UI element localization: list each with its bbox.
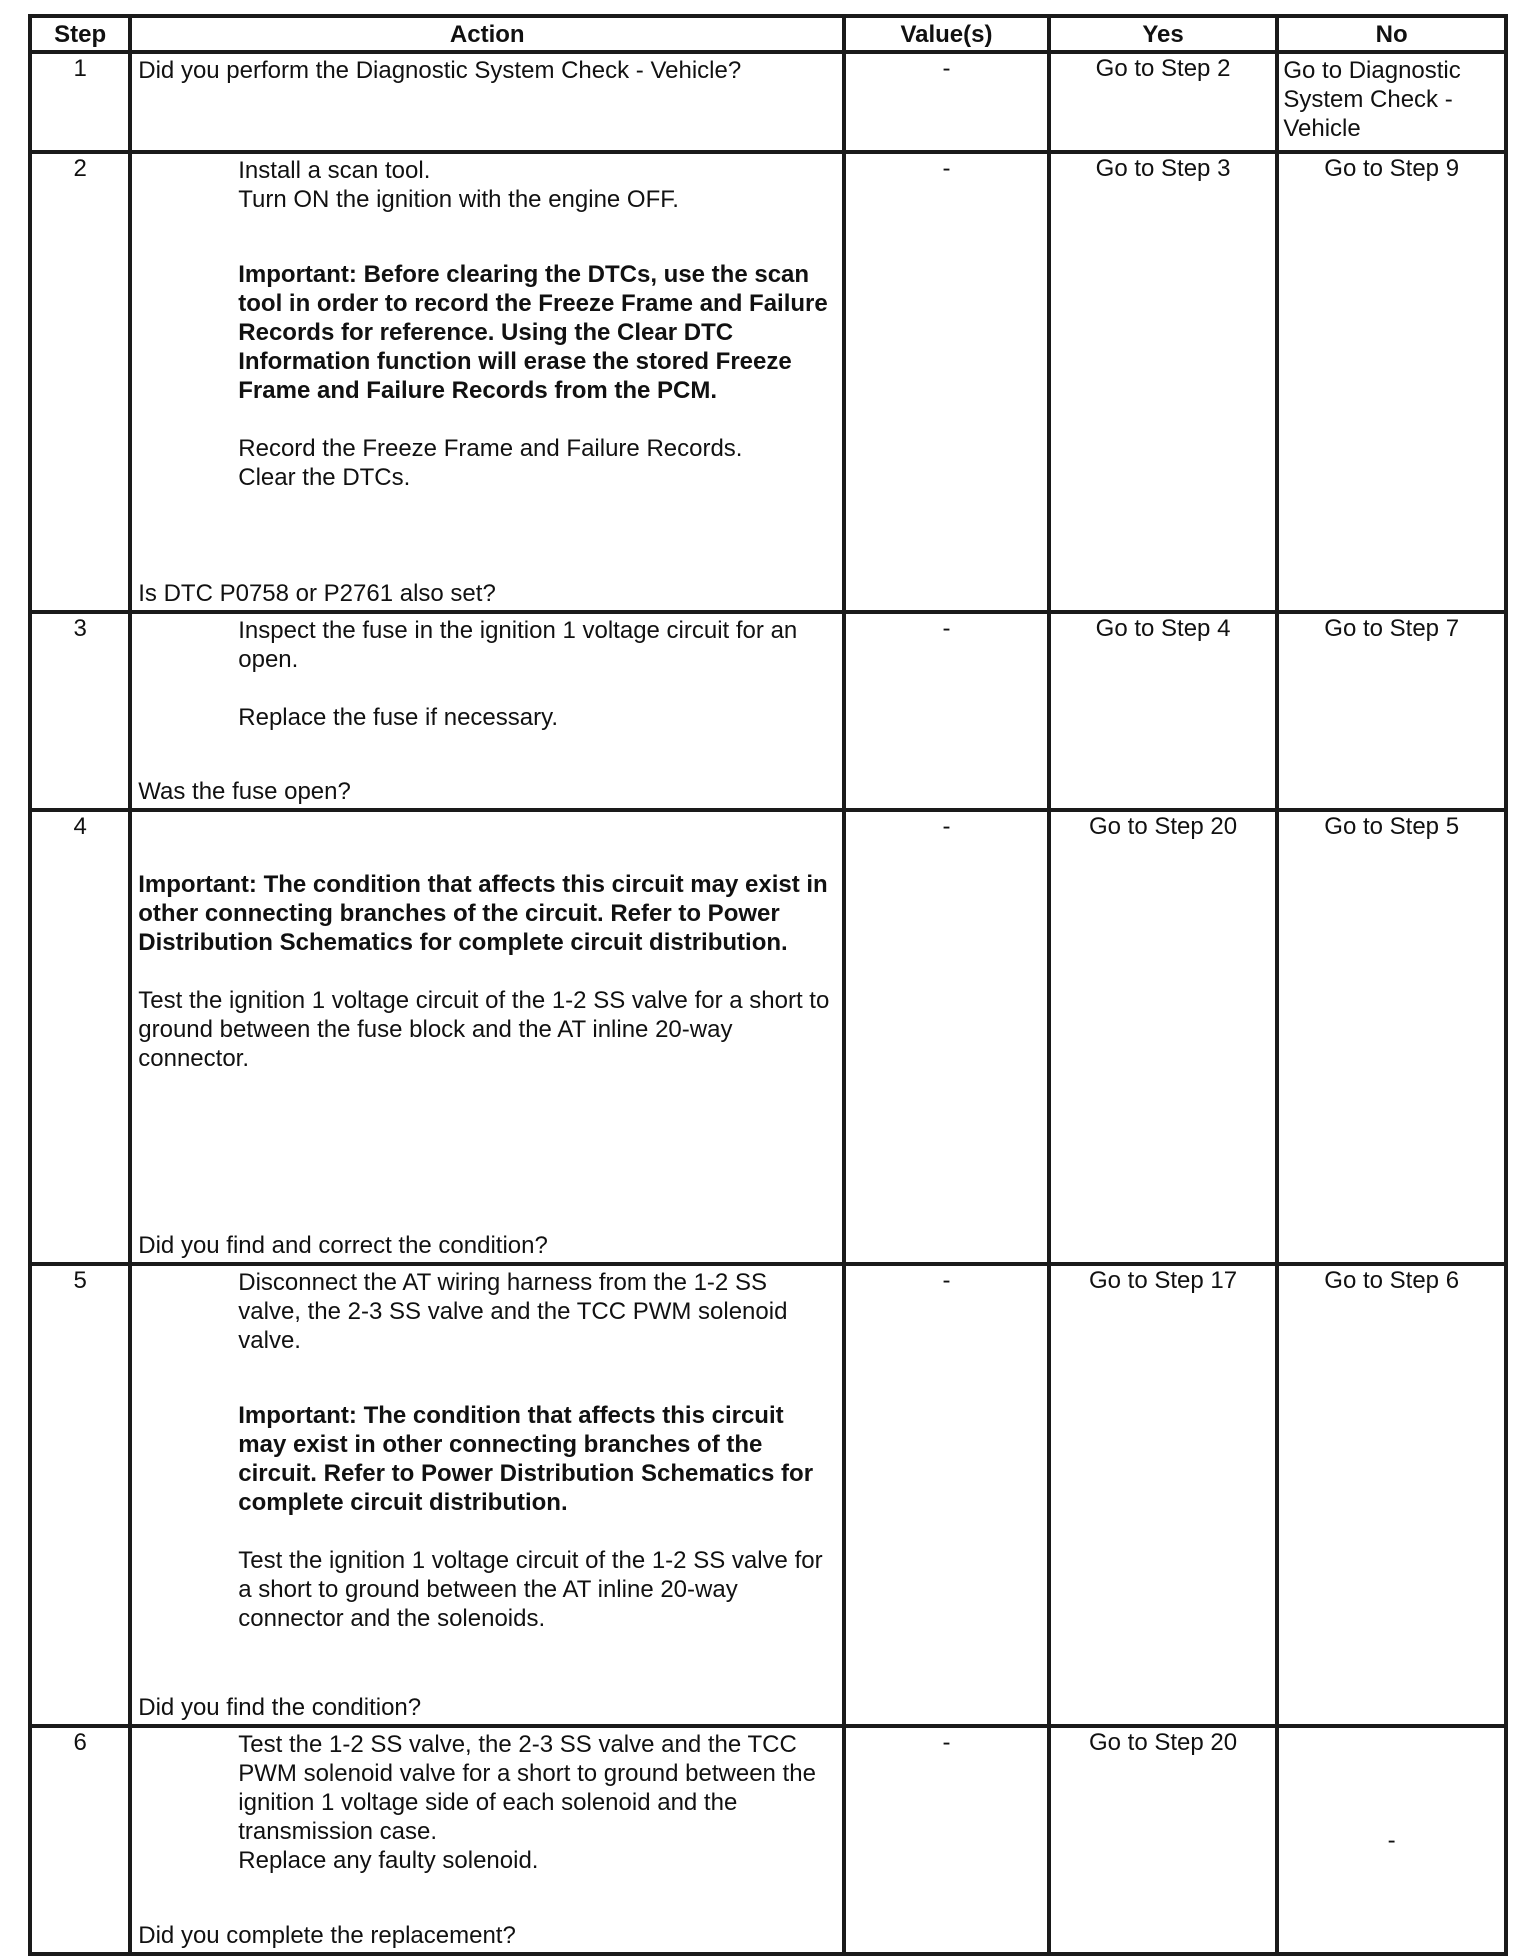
action-cell [130,1264,844,1726]
important-note: Important: The condition that affects this circuit may exist in other connecting branches of the circuit. Refer to Power Distribution Schematics for complete circuit distribution. [138,871,828,956]
action-cell [130,52,844,152]
value-cell: - [844,52,1049,152]
action-instruction: Replace any faulty solenoid. [238,1847,539,1874]
action-cell [130,810,844,1264]
value-cell: - [844,1264,1049,1726]
action-question: Did you find the condition? [138,1694,422,1721]
no-cell: - [1277,1726,1506,1954]
header-values: Value(s) [844,16,1049,52]
table-row-step-5 [30,1264,1506,1726]
table-row-step-4 [30,810,1506,1264]
step-number: 4 [30,810,130,1264]
action-instruction: Test the 1-2 SS valve, the 2-3 SS valve and the TCC PWM solenoid valve for a short to ground between the ignition 1 voltage side of each solenoid and the transmission case. [238,1731,816,1845]
action-instruction: Turn ON the ignition with the engine OFF. [238,186,679,213]
action-question: Did you find and correct the condition? [138,1232,548,1259]
value-cell: - [844,152,1049,612]
action-instruction: Test the ignition 1 voltage circuit of the 1-2 SS valve for a short to ground between the fuse block and the AT inline 20-way connector. [138,987,830,1072]
yes-link[interactable]: Go to Step 20 [1049,1726,1278,1954]
step-number: 3 [30,612,130,810]
action-instruction: Record the Freeze Frame and Failure Records. [238,435,743,462]
action-instruction: Clear the DTCs. [238,464,411,491]
action-cell [130,152,844,612]
step-number: 1 [30,52,130,152]
header-no: No [1277,16,1506,52]
yes-link[interactable]: Go to Step 4 [1049,612,1278,810]
no-link[interactable]: Go to Step 5 [1277,810,1506,1264]
header-step: Step [30,16,130,52]
header-yes: Yes [1049,16,1278,52]
table-row-step-1 [30,52,1506,152]
action-cell [130,1726,844,1954]
diagnostic-table [28,14,1508,1956]
value-cell: - [844,810,1049,1264]
step-number: 5 [30,1264,130,1726]
value-cell: - [844,612,1049,810]
yes-link[interactable]: Go to Step 17 [1049,1264,1278,1726]
yes-link[interactable]: Go to Step 3 [1049,152,1278,612]
action-instruction: Disconnect the AT wiring harness from the 1-2 SS valve, the 2-3 SS valve and the TCC PWM solenoid valve. [238,1269,788,1354]
table-row-step-3 [30,612,1506,810]
action-instruction: Install a scan tool. [238,157,431,184]
no-link[interactable]: Go to Step 9 [1277,152,1506,612]
no-link[interactable]: Go to Step 7 [1277,612,1506,810]
value-cell: - [844,1726,1049,1954]
header-row [30,16,1506,52]
action-question: Is DTC P0758 or P2761 also set? [138,580,496,607]
diagnostic-table-container [28,14,1508,1949]
action-question: Was the fuse open? [138,778,351,805]
no-link[interactable]: Go to Step 6 [1277,1264,1506,1726]
step-number: 6 [30,1726,130,1954]
important-note: Important: The condition that affects this circuit may exist in other connecting branches of the circuit. Refer to Power Distribution Schematics for complete circuit distribution. [238,1402,814,1516]
action-instruction: Replace the fuse if necessary. [238,704,558,731]
table-row-step-6 [30,1726,1506,1954]
action-instruction: Test the ignition 1 voltage circuit of the 1-2 SS valve for a short to ground between the AT inline 20-way connector and the solenoids. [238,1547,823,1632]
important-note: Important: Before clearing the DTCs, use the scan tool in order to record the Freeze Frame and Failure Records for reference. Using the Clear DTC Information function will erase the stored Freeze Frame and Failure Records from the PCM. [238,261,828,404]
action-question: Did you perform the Diagnostic System Check - Vehicle? [138,57,742,84]
no-link[interactable]: Go to Diagnostic System Check - Vehicle [1277,52,1506,152]
table-row-step-2 [30,152,1506,612]
action-instruction: Inspect the fuse in the ignition 1 voltage circuit for an open. [238,617,798,673]
step-number: 2 [30,152,130,612]
header-action: Action [130,16,844,52]
yes-link[interactable]: Go to Step 20 [1049,810,1278,1264]
yes-link[interactable]: Go to Step 2 [1049,52,1278,152]
action-cell [130,612,844,810]
action-question: Did you complete the replacement? [138,1922,516,1949]
